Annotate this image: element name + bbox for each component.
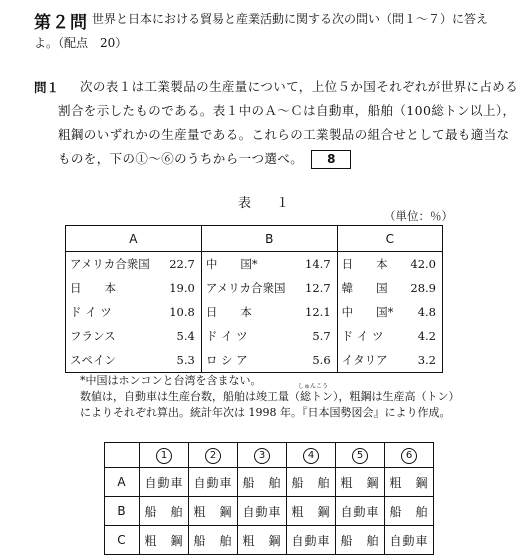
choices-row: [105, 497, 434, 526]
choices-cell: 粗 鋼: [385, 468, 434, 497]
choices-cell: 粗 鋼: [189, 497, 238, 526]
table1-country: ロ シ ア: [201, 348, 297, 373]
choice-number: 2: [205, 448, 221, 464]
table1-value: 5.3: [176, 353, 195, 367]
table1-country: 韓 国: [337, 276, 403, 300]
table1-country: フランス: [70, 329, 116, 343]
table1-country: アメリカ合衆国: [70, 257, 150, 271]
choice-number: 5: [352, 448, 368, 464]
note-china: *中国はホンコンと台湾を含まない。: [80, 374, 262, 387]
table1-row: [66, 324, 443, 348]
table1-country: ド イ ツ: [201, 324, 297, 348]
choices-row-label: B: [105, 497, 140, 526]
table1-country: ド イ ツ: [337, 324, 403, 348]
choice-number-header: [140, 443, 189, 468]
table1-header-c: C: [337, 226, 442, 252]
question-number: 第２問: [34, 13, 88, 33]
choice-number-header: [287, 443, 336, 468]
choices-corner: [105, 443, 140, 468]
subquestion-line-3: 粗鋼のいずれかの生産量である。これらの工業製品の組合せとして最も適当な: [58, 127, 510, 142]
choices-row-label: A: [105, 468, 140, 497]
choices-cell: 船 舶: [287, 468, 336, 497]
choices-cell: 自動車: [287, 526, 336, 555]
choices-row-label: C: [105, 526, 140, 555]
choices-cell: 自動車: [238, 497, 287, 526]
choices-header-row: [105, 443, 434, 468]
table1-value: 5.7: [312, 329, 331, 343]
table1-country: 日 本: [337, 252, 403, 277]
table1-value: 19.0: [169, 281, 195, 295]
table1-value: 42.0: [410, 257, 436, 271]
choice-number-header: [189, 443, 238, 468]
table1-value: 4.2: [417, 329, 436, 343]
choices-cell: 船 舶: [336, 526, 385, 555]
table1-header-row: [66, 226, 443, 252]
table1-country: スペイン: [70, 353, 116, 367]
choices-table: [104, 442, 434, 555]
table1-header-a: A: [66, 226, 202, 252]
subquestion-line-4-text: ものを，下の①～⑥のうちから一つ選べ。: [58, 151, 304, 166]
table1: [65, 225, 443, 373]
note-values: 数値は，自動車は生産台数，船舶は竣工量（総トン），粗鋼は生産高（トン）: [80, 390, 460, 403]
table1-row: [66, 348, 443, 373]
answer-box[interactable]: 8: [311, 150, 351, 169]
choice-number-header: [336, 443, 385, 468]
question-heading-text-cont: よ。（配点 20）: [34, 36, 128, 50]
choice-number: 3: [254, 448, 270, 464]
table1-row: [66, 276, 443, 300]
table1-value: 5.6: [312, 353, 331, 367]
table1-row: [66, 300, 443, 324]
choices-cell: 船 舶: [140, 497, 189, 526]
note-source: によりそれぞれ算出。統計年次は 1998 年。『日本国勢図会』により作成。: [80, 406, 451, 419]
choice-number: 4: [303, 448, 319, 464]
choice-number: 6: [401, 448, 417, 464]
choices-cell: 粗 鋼: [140, 526, 189, 555]
table1-country: 日 本: [201, 300, 297, 324]
table1-value: 12.1: [305, 305, 331, 319]
choices-cell: 自動車: [140, 468, 189, 497]
table1-value: 22.7: [169, 257, 195, 271]
question-heading-text: 世界と日本における貿易と産業活動に関する次の問い（問１～７）に答え: [92, 12, 489, 26]
table1-value: 4.8: [417, 305, 436, 319]
choices-row: [105, 468, 434, 497]
subquestion-line-2: 割合を示したものである。表１中のＡ～Ｃは自動車，船舶（100総トン以上），: [58, 103, 516, 118]
choice-number-header: [238, 443, 287, 468]
table1-country: ド イ ツ: [70, 305, 112, 319]
table1-value: 10.8: [169, 305, 195, 319]
table1-value: 14.7: [305, 257, 331, 271]
table1-header-b: B: [201, 226, 337, 252]
choices-cell: 粗 鋼: [287, 497, 336, 526]
ruby-reading: しゅんこう: [298, 383, 329, 390]
choice-number: 1: [156, 448, 172, 464]
choices-cell: 船 舶: [238, 468, 287, 497]
choices-cell: 船 舶: [189, 526, 238, 555]
choices-cell: 自動車: [336, 497, 385, 526]
subquestion-label: 問１: [34, 80, 60, 95]
subquestion-line-1: 次の表１は工業製品の生産量について，上位５か国それぞれが世界に占める: [80, 79, 519, 94]
choices-cell: 粗 鋼: [238, 526, 287, 555]
table1-value: 12.7: [305, 281, 331, 295]
choices-row: [105, 526, 434, 555]
choices-cell: 自動車: [189, 468, 238, 497]
table1-row: [66, 252, 443, 277]
table1-country: イタリア: [337, 348, 403, 373]
table1-value: 3.2: [417, 353, 436, 367]
table1-value: 5.4: [176, 329, 195, 343]
table1-unit: （単位：％）: [384, 209, 453, 223]
subquestion-line-4: [58, 149, 351, 169]
choices-cell: 自動車: [385, 526, 434, 555]
choice-number-header: [385, 443, 434, 468]
choices-cell: 粗 鋼: [336, 468, 385, 497]
table1-title: 表 １: [238, 196, 296, 211]
table1-country: 中 国*: [337, 300, 403, 324]
table1-country: 中 国*: [201, 252, 297, 277]
table1-country: 日 本: [70, 281, 116, 295]
table1-country: アメリカ合衆国: [201, 276, 297, 300]
choices-cell: 船 舶: [385, 497, 434, 526]
table1-value: 28.9: [410, 281, 436, 295]
